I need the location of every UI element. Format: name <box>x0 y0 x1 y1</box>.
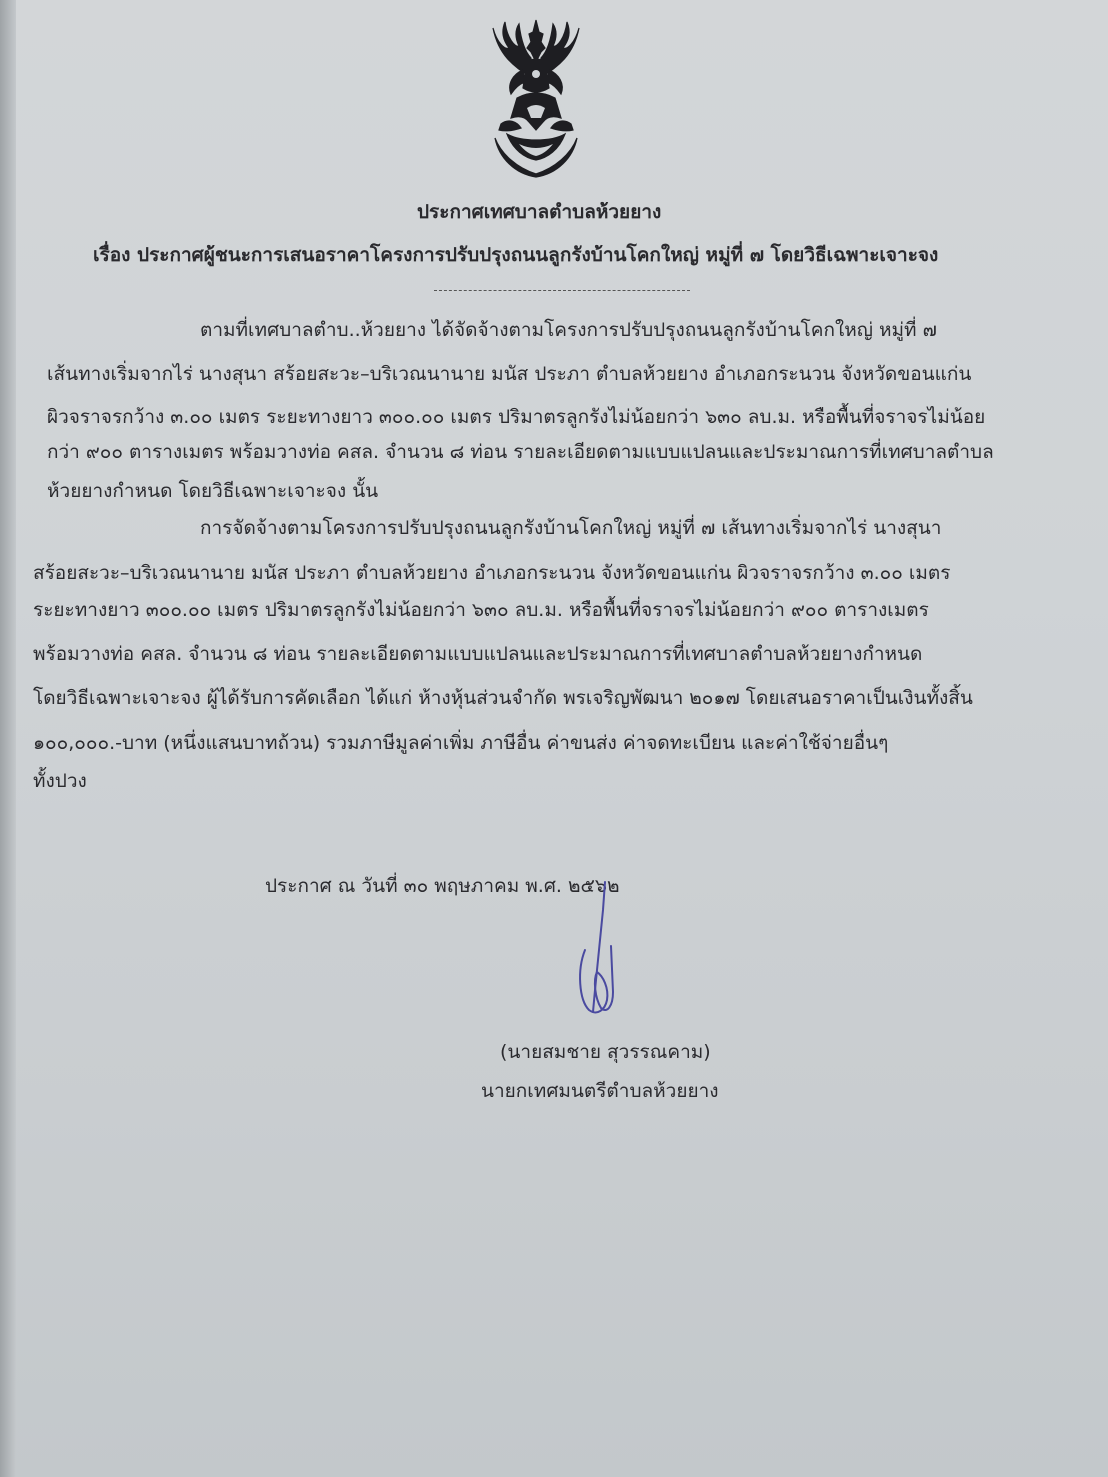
signer-position: นายกเทศมนตรีตำบลห้วยยาง <box>481 1080 719 1102</box>
paragraph2-line: โดยวิธีเฉพาะเจาะจง ผู้ได้รับการคัดเลือก ได้แก่ ห้างหุ้นส่วนจำกัด พรเจริญพัฒนา ๒๐๑๗ โดยเสนอราคาเป็นเงินทั้งสิ้น <box>33 687 973 709</box>
signer-name: (นายสมชาย สุวรรณคาม) <box>500 1041 711 1063</box>
announcement-date: ประกาศ ณ วันที่ ๓๐ พฤษภาคม พ.ศ. ๒๕๖๒ <box>265 875 620 897</box>
page-edge-shadow <box>0 0 16 1477</box>
paragraph1-line: ผิวจราจรกว้าง ๓.๐๐ เมตร ระยะทางยาว ๓๐๐.๐๐ เมตร ปริมาตรลูกรังไม่น้อยกว่า ๖๓๐ ลบ.ม. หรือพื้นที่จราจรไม่น้อย <box>47 406 986 428</box>
paragraph2-line: ๑๐๐,๐๐๐.-บาท (หนึ่งแสนบาทถ้วน) รวมภาษีมูลค่าเพิ่ม ภาษีอื่น ค่าขนส่ง ค่าจดทะเบียน และค่าใช้จ่ายอื่นๆ <box>33 732 889 754</box>
paragraph2-line: พร้อมวางท่อ คสล. จำนวน ๘ ท่อน รายละเอียดตามแบบแปลนและประมาณการที่เทศบาลตำบลห้วยยางกำหนด <box>33 643 923 665</box>
paragraph1-line: ตามที่เทศบาลตำบ..ห้วยยาง ได้จัดจ้างตามโครงการปรับปรุงถนนลูกรังบ้านโคกใหญ่ หมู่ที่ ๗ <box>200 319 937 341</box>
paragraph2-line: ระยะทางยาว ๓๐๐.๐๐ เมตร ปริมาตรลูกรังไม่น้อยกว่า ๖๓๐ ลบ.ม. หรือพื้นที่จราจรไม่น้อยกว่า ๙๐๐ ตารางเมตร <box>33 599 929 621</box>
paragraph2-line: ทั้งปวง <box>33 770 87 792</box>
document-subject: เรื่อง ประกาศผู้ชนะการเสนอราคาโครงการปรับปรุงถนนลูกรังบ้านโคกใหญ่ หมู่ที่ ๗ โดยวิธีเฉพาะเจาะจง <box>93 244 939 266</box>
heading-separator <box>434 290 690 291</box>
paragraph2-line: สร้อยสะวะ–บริเวณนานาย มนัส ประภา ตำบลห้วยยาง อำเภอกระนวน จังหวัดขอนแก่น ผิวจราจรกว้าง ๓.๐๐ เมตร <box>33 562 951 584</box>
paragraph1-line: ห้วยยางกำหนด โดยวิธีเฉพาะเจาะจง นั้น <box>47 480 379 502</box>
paragraph1-line: เส้นทางเริ่มจากไร่ นางสุนา สร้อยสะวะ–บริเวณนานาย มนัส ประภา ตำบลห้วยยาง อำเภอกระนวน จังหวัดขอนแก่น <box>47 363 972 385</box>
paragraph1-line: กว่า ๙๐๐ ตารางเมตร พร้อมวางท่อ คสล. จำนวน ๘ ท่อน รายละเอียดตามแบบแปลนและประมาณการที่เทศบาลตำบล <box>47 441 994 463</box>
signature-icon <box>575 880 625 1020</box>
garuda-emblem-icon <box>487 18 585 178</box>
document-heading: ประกาศเทศบาลตำบลห้วยยาง <box>417 201 662 223</box>
paragraph2-line: การจัดจ้างตามโครงการปรับปรุงถนนลูกรังบ้านโคกใหญ่ หมู่ที่ ๗ เส้นทางเริ่มจากไร่ นางสุนา <box>200 517 942 539</box>
